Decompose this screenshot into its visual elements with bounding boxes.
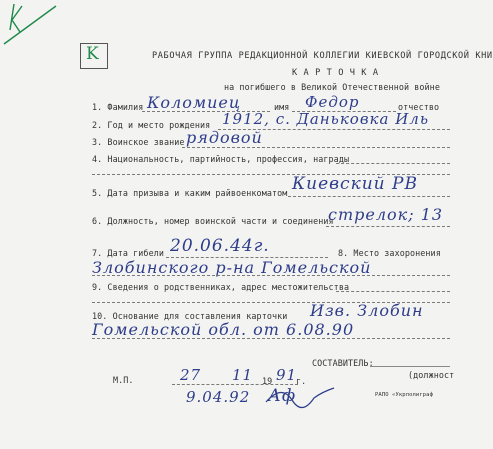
rank-label: 3. Воинское звание: [92, 137, 185, 147]
rank-underline: [182, 147, 450, 148]
patronymic-label: отчество: [398, 102, 440, 112]
date-day: 27: [180, 366, 202, 384]
name-label: имя: [274, 102, 290, 112]
death-date-value: 20.06.44г.: [170, 236, 270, 256]
date-year-prefix: 19: [262, 376, 273, 386]
card-title: К А Р Т О Ч К А: [292, 68, 379, 78]
signature-stroke: [262, 382, 342, 412]
date-suffix: г.: [296, 376, 307, 386]
basis-value: Изв. Злобин: [310, 301, 424, 320]
surname-value: Коломиец: [147, 93, 242, 112]
burial-underline: [92, 275, 450, 276]
conscription-value: Киевский РВ: [292, 174, 418, 194]
birth-label: 2. Год и место рождения: [92, 120, 211, 130]
compiler-underline: [370, 366, 450, 367]
conscription-label: 5. Дата призыва и каким райвоенкоматом: [92, 188, 288, 198]
burial-label: 8. Место захоронения: [338, 248, 441, 258]
rank-value: рядовой: [186, 128, 263, 147]
org-header: РАБОЧАЯ ГРУППА РЕДАКЦИОННОЙ КОЛЛЕГИИ КИЕВСКОЙ ГОРОДСКОЙ КНИ: [152, 51, 493, 61]
position-label: 6. Должность, номер воинской части и соединения: [92, 216, 334, 226]
name-value: Федор: [305, 93, 360, 111]
nationality-label: 4. Национальность, партийность, профессия, награды: [92, 154, 350, 164]
second-date: 9.04.92: [186, 388, 251, 406]
basis-value-2: Гомельской обл. от 6.08.90: [92, 320, 355, 339]
seal-label: М.П.: [113, 375, 134, 385]
corner-checkmark: [0, 0, 60, 48]
date-month: 11: [232, 366, 254, 384]
conscription-underline: [288, 196, 450, 197]
relatives-label: 9. Сведения о родственниках, адрес местожительства: [92, 282, 350, 292]
compiler-position-label: (должност: [408, 370, 455, 380]
nationality-underline: [336, 163, 450, 164]
register-box-letter: K: [86, 44, 100, 64]
burial-value: Злобинского р-на Гомельской: [92, 258, 372, 277]
position-underline: [326, 226, 450, 227]
surname-label: 1. Фамилия: [92, 102, 144, 112]
basis-underline: [92, 338, 450, 339]
position-value: стрелок; 13: [328, 205, 444, 224]
printer-mark: РАПО «Укрполиграф: [375, 392, 433, 398]
card-subtitle: на погибшего в Великой Отечественной войне: [224, 82, 440, 92]
death-date-label: 7. Дата гибели: [92, 248, 164, 258]
compiler-label: СОСТАВИТЕЛЬ:: [312, 358, 374, 368]
basis-label: 10. Основание для составления карточки: [92, 311, 288, 321]
relatives-underline: [336, 291, 450, 292]
birth-value: 1912, с. Даньковка Иль: [222, 110, 430, 128]
signature: Аф: [268, 386, 297, 406]
date-year: 91: [276, 366, 298, 384]
